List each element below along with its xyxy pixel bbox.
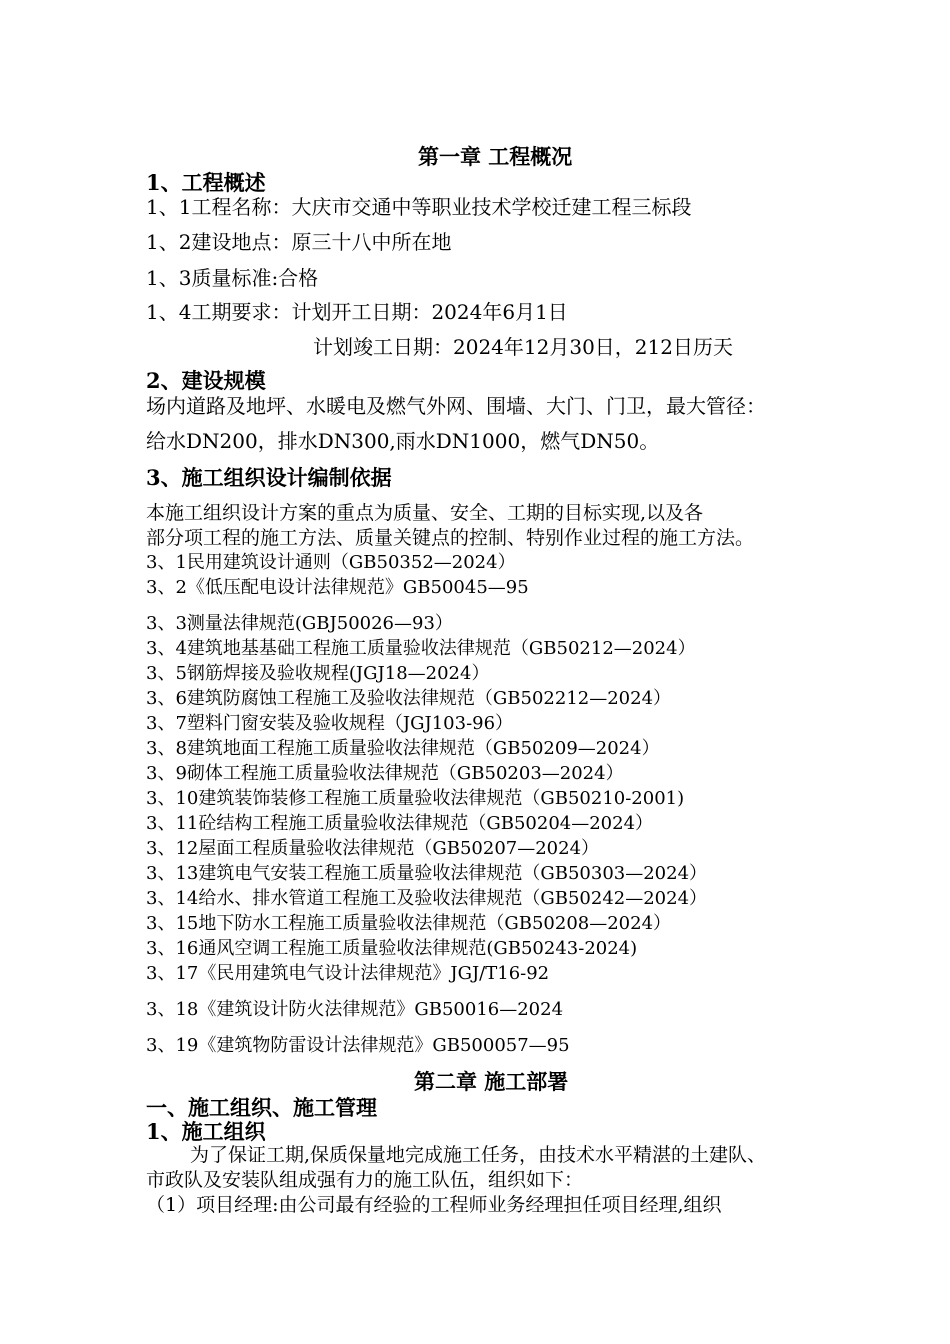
basis-ref-item: 3、16通风空调工程施工质量验收法律规范(GB50243-2024) bbox=[146, 938, 638, 959]
basis-ref-item: 3、10建筑装饰装修工程施工质量验收法律规范（GB50210-2001) bbox=[146, 788, 685, 809]
basis-ref-item: 3、1民用建筑设计通则（GB50352—2024） bbox=[146, 552, 516, 573]
basis-ref-item: 3、12屋面工程质量验收法律规范（GB50207—2024） bbox=[146, 838, 600, 859]
basis-intro-line-1: 本施工组织设计方案的重点为质量、安全、工期的目标实现,以及各 bbox=[146, 502, 704, 524]
basis-ref-item: 3、6建筑防腐蚀工程施工及验收法律规范（GB502212—2024） bbox=[146, 688, 672, 709]
overview-item-name: 1、1工程名称：大庆市交通中等职业技术学校迁建工程三标段 bbox=[146, 195, 692, 219]
scale-line-2: 给水DN200，排水DN300,雨水DN1000，燃气DN50。 bbox=[146, 429, 660, 453]
basis-ref-item: 3、17《民用建筑电气设计法律规范》JGJ/T16-92 bbox=[146, 963, 550, 984]
basis-ref-item: 3、9砌体工程施工质量验收法律规范（GB50203—2024） bbox=[146, 763, 624, 784]
basis-ref-item: 3、2《低压配电设计法律规范》GB50045—95 bbox=[146, 577, 529, 598]
overview-item-completion: 计划竣工日期：2024年12月30日，212日历天 bbox=[313, 335, 733, 359]
basis-ref-item: 3、14给水、排水管道工程施工及验收法律规范（GB50242—2024） bbox=[146, 888, 708, 909]
organization-paragraph-line-1: 为了保证工期,保质保量地完成施工任务，由技术水平精湛的土建队、 bbox=[190, 1144, 767, 1166]
basis-ref-item: 3、7塑料门窗安装及验收规程（JGJ103-96） bbox=[146, 713, 514, 734]
scale-line-1: 场内道路及地坪、水暖电及燃气外网、围墙、大门、门卫，最大管径： bbox=[146, 394, 766, 418]
organization-paragraph-line-2: 市政队及安装队组成强有力的施工队伍，组织如下： bbox=[146, 1169, 584, 1191]
overview-item-location: 1、2建设地点：原三十八中所在地 bbox=[146, 230, 452, 254]
basis-ref-item: 3、11砼结构工程施工质量验收法律规范（GB50204—2024） bbox=[146, 813, 654, 834]
chapter-2-title: 第二章 施工部署 bbox=[414, 1069, 569, 1094]
organization-paragraph-line-3: （1）项目经理:由公司最有经验的工程师业务经理担任项目经理,组织 bbox=[146, 1194, 722, 1216]
basis-ref-item: 3、13建筑电气安装工程施工质量验收法律规范（GB50303—2024） bbox=[146, 863, 708, 884]
overview-item-schedule: 1、4工期要求：计划开工日期：2024年6月1日 bbox=[146, 300, 568, 324]
basis-ref-item: 3、15地下防水工程施工质量验收法律规范（GB50208—2024） bbox=[146, 913, 672, 934]
section-scale-heading: 2、建设规模 bbox=[146, 368, 266, 393]
overview-item-quality: 1、3质量标准:合格 bbox=[146, 266, 319, 290]
chapter-1-title: 第一章 工程概况 bbox=[418, 144, 573, 169]
basis-ref-item: 3、3测量法律规范(GBJ50026—93） bbox=[146, 613, 453, 634]
basis-ref-item: 3、18《建筑设计防火法律规范》GB50016—2024 bbox=[146, 999, 564, 1020]
basis-ref-item: 3、19《建筑物防雷设计法律规范》GB500057—95 bbox=[146, 1035, 570, 1056]
basis-ref-item: 3、4建筑地基基础工程施工质量验收法律规范（GB50212—2024） bbox=[146, 638, 696, 659]
basis-ref-item: 3、8建筑地面工程施工质量验收法律规范（GB50209—2024） bbox=[146, 738, 660, 759]
part-1-heading: 一、施工组织、施工管理 bbox=[146, 1095, 377, 1120]
subsection-organization-heading: 1、施工组织 bbox=[146, 1119, 266, 1144]
section-overview-heading: 1、工程概述 bbox=[146, 170, 266, 195]
basis-ref-item: 3、5钢筋焊接及验收规程(JGJ18—2024） bbox=[146, 663, 490, 684]
basis-intro-line-2: 部分项工程的施工方法、质量关键点的控制、特别作业过程的施工方法。 bbox=[146, 527, 755, 549]
section-basis-heading: 3、施工组织设计编制依据 bbox=[146, 465, 392, 490]
